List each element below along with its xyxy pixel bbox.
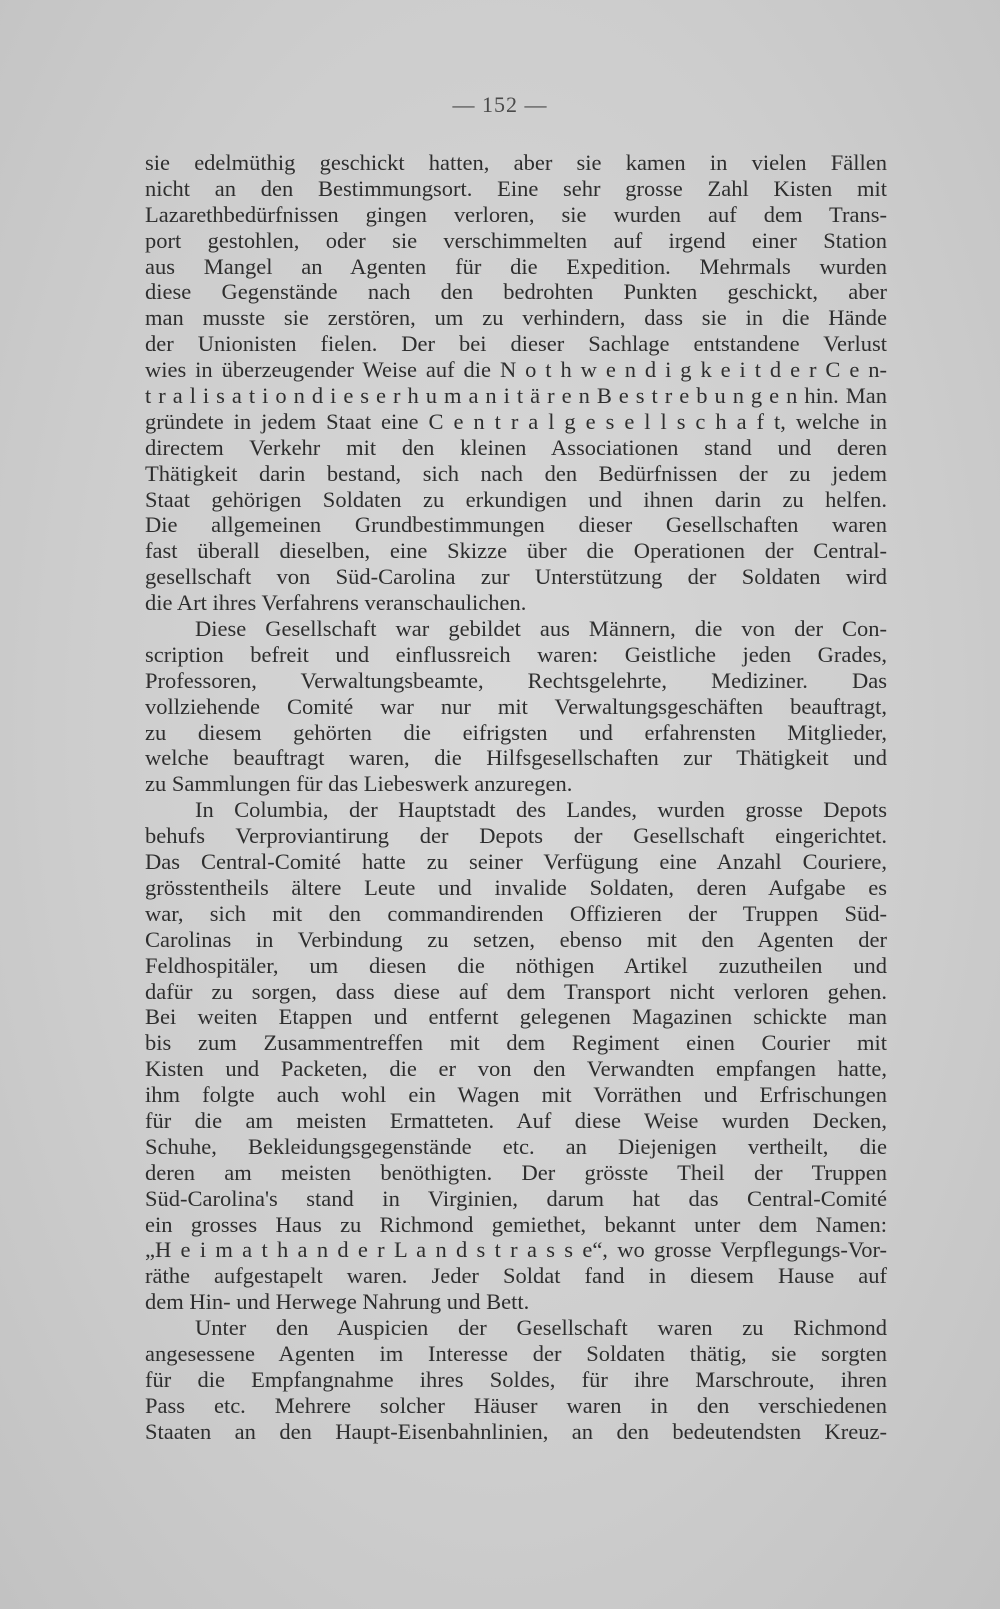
page-number: — 152 — — [452, 92, 548, 117]
text-line: Staaten an den Haupt-Eisenbahnlinien, an den bedeutendsten Kreuz- — [145, 1418, 887, 1444]
text-line: Unter den Auspicien der Gesellschaft waren zu Richmond — [195, 1315, 887, 1341]
text-line: angesessene Agenten im Interesse der Soldaten thätig, sie sorgten — [145, 1340, 887, 1366]
text-line: dem Hin- und Herwege Nahrung und Bett. — [145, 1289, 530, 1315]
text-line: vollziehende Comité war nur mit Verwaltungsgeschäften beauftragt, — [145, 693, 887, 719]
text-line: Schuhe, Bekleidungsgegenstände etc. an Diejenigen vertheilt, die — [145, 1133, 887, 1159]
text-line: welche beauftragt waren, die Hilfsgesellschaften zur Thätigkeit und — [145, 745, 887, 771]
text-line: Staat gehörigen Soldaten zu erkundigen und ihnen darin zu helfen. — [145, 486, 887, 512]
text-line: Lazarethbedürfnissen gingen verloren, sie wurden auf dem Trans- — [145, 201, 887, 227]
text-line: Bei weiten Etappen und entfernt gelegenen Magazinen schickte man — [145, 1004, 887, 1030]
text-line: directem Verkehr mit den kleinen Associationen stand und deren — [145, 434, 887, 460]
text-line: port gestohlen, oder sie verschimmelten auf irgend einer Station — [145, 227, 887, 253]
text-line: die Art ihres Verfahrens veranschaulichen. — [145, 590, 527, 616]
text-line: In Columbia, der Hauptstadt des Landes, wurden grosse Depots — [195, 797, 887, 823]
text-line: Carolinas in Verbindung zu setzen, ebenso mit den Agenten der — [145, 926, 887, 952]
text-line: Süd-Carolina's stand in Virginien, darum hat das Central-Comité — [145, 1185, 887, 1211]
text-line: sie edelmüthig geschickt hatten, aber sie kamen in vielen Fällen — [145, 150, 887, 175]
text-line: Professoren, Verwaltungsbeamte, Rechtsgelehrte, Mediziner. Das — [145, 667, 887, 693]
text-line: nicht an den Bestimmungsort. Eine sehr grosse Zahl Kisten mit — [145, 175, 887, 201]
text-line: zu Sammlungen für das Liebeswerk anzuregen. — [145, 771, 573, 797]
text-line: behufs Verproviantirung der Depots der Gesellschaft eingerichtet. — [145, 823, 887, 849]
text-line: man musste sie zerstören, um zu verhindern, dass sie in die Hände — [145, 305, 887, 331]
text-line: wies in überzeugender Weise auf die N o t h w e n d i g k e i t d e r C e n- — [145, 357, 887, 383]
text-line: Feldhospitäler, um diesen die nöthigen Artikel zuzutheilen und — [145, 952, 887, 978]
text-line: zu diesem gehörten die eifrigsten und erfahrensten Mitglieder, — [145, 719, 887, 745]
text-line: Das Central-Comité hatte zu seiner Verfügung eine Anzahl Couriere, — [145, 849, 887, 875]
text-line: bis zum Zusammentreffen mit dem Regiment einen Courier mit — [145, 1030, 887, 1056]
text-line: für die Empfangnahme ihres Soldes, für ihre Marschroute, ihren — [145, 1366, 887, 1392]
text-line: Pass etc. Mehrere solcher Häuser waren in den verschiedenen — [145, 1392, 887, 1418]
text-line: dafür zu sorgen, dass diese auf dem Transport nicht verloren gehen. — [145, 978, 887, 1004]
text-line: fast überall dieselben, eine Skizze über die Operationen der Central- — [145, 538, 887, 564]
text-line: ein grosses Haus zu Richmond gemiethet, bekannt unter dem Namen: — [145, 1211, 887, 1237]
text-line: grösstentheils ältere Leute und invalide Soldaten, deren Aufgabe es — [145, 874, 887, 900]
body-text — [145, 150, 887, 1445]
text-line: aus Mangel an Agenten für die Expedition. Mehrmals wurden — [145, 253, 887, 279]
text-line: Diese Gesellschaft war gebildet aus Männern, die von der Con- — [195, 616, 887, 642]
text-line: t r a l i s a t i o n d i e s e r h u m a n i t ä r e n B e s t r e b u n g e n hin. Man — [145, 383, 887, 409]
text-line: ihm folgte auch wohl ein Wagen mit Vorräthen und Erfrischungen — [145, 1082, 887, 1108]
text-line: für die am meisten Ermatteten. Auf diese Weise wurden Decken, — [145, 1107, 887, 1133]
text-line: gesellschaft von Süd-Carolina zur Unterstützung der Soldaten wird — [145, 564, 887, 590]
text-line: gründete in jedem Staat eine C e n t r a l g e s e l l s c h a f t, welche in — [145, 408, 887, 434]
text-line: war, sich mit den commandirenden Offizieren der Truppen Süd- — [145, 900, 887, 926]
text-line: räthe aufgestapelt waren. Jeder Soldat fand in diesem Hause auf — [145, 1263, 887, 1289]
text-line: diese Gegenstände nach den bedrohten Punkten geschickt, aber — [145, 279, 887, 305]
text-line: „H e i m a t h a n d e r L a n d s t r a s s e“, wo grosse Verpflegungs-Vor- — [145, 1237, 887, 1263]
text-line: scription befreit und einflussreich waren: Geistliche jeden Grades, — [145, 641, 887, 667]
text-line: Die allgemeinen Grundbestimmungen dieser Gesellschaften waren — [145, 512, 887, 538]
text-line: der Unionisten fielen. Der bei dieser Sachlage entstandene Verlust — [145, 331, 887, 357]
text-line: deren am meisten benöthigten. Der grösste Theil der Truppen — [145, 1159, 887, 1185]
text-line: Kisten und Packeten, die er von den Verwandten empfangen hatte, — [145, 1056, 887, 1082]
text-line: Thätigkeit darin bestand, sich nach den Bedürfnissen der zu jedem — [145, 460, 887, 486]
